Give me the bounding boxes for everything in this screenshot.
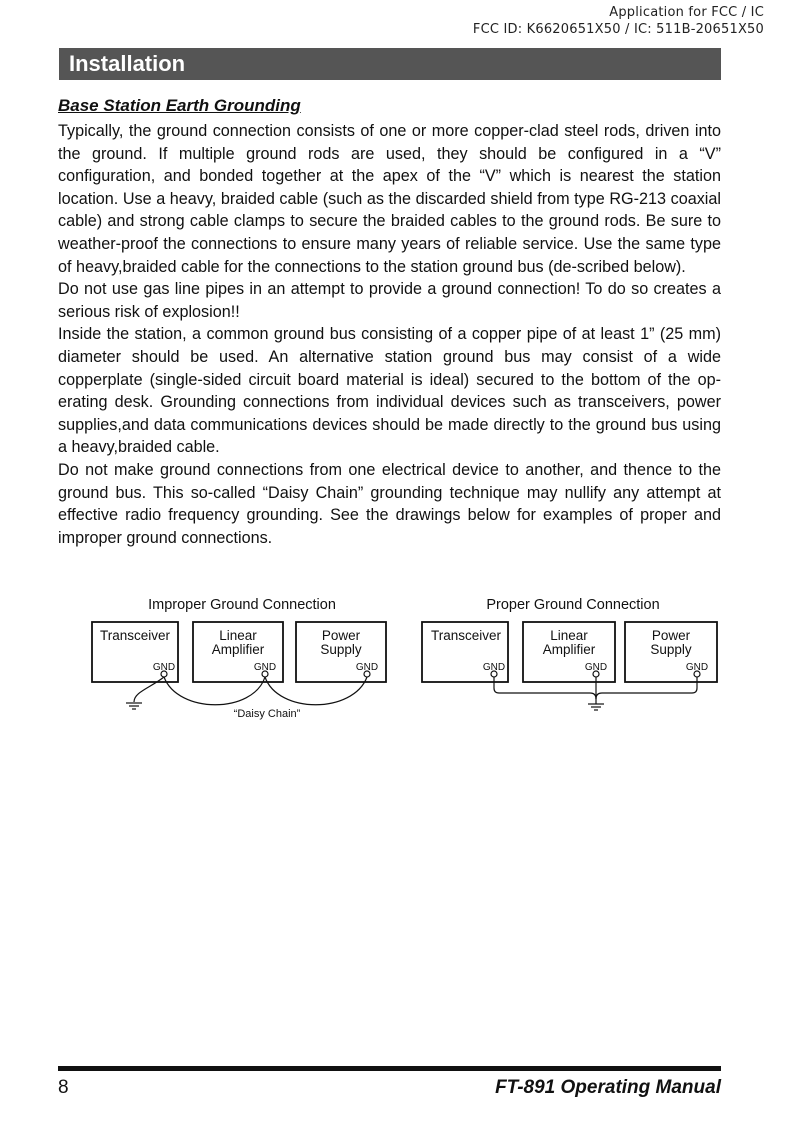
ground-bus-wire	[494, 677, 596, 699]
paragraph: Do not use gas line pipes in an attempt to provide a ground connection! To do so creates a serious risk of explosion!!	[58, 280, 721, 321]
improper-title: Improper Ground Connection	[148, 597, 336, 613]
power-label-line2: Supply	[320, 642, 362, 657]
transceiver-label: Transceiver	[430, 628, 502, 643]
ground-bus-wire	[596, 677, 697, 699]
gnd-label: GND	[152, 662, 176, 673]
power-label-line1: Power	[651, 628, 691, 643]
fcc-header	[473, 4, 764, 38]
gnd-label: GND	[253, 662, 277, 673]
paragraph: Do not make ground connections from one electrical device to another, and thence to the ground bus. This so-called “Daisy Chain” grounding technique may nullify any attempt at effective radio frequency grounding. See the drawings below for examples of proper and improper ground connections.	[58, 460, 721, 547]
proper-title: Proper Ground Connection	[486, 597, 660, 613]
transceiver-label: Transceiver	[99, 628, 171, 643]
power-label-line2: Supply	[650, 642, 692, 657]
amplifier-label-line2: Amplifier	[211, 642, 265, 657]
manual-title: FT-891 Operating Manual	[495, 1077, 721, 1098]
application-line: Application for FCC / IC	[609, 5, 764, 20]
gnd-label: GND	[482, 662, 506, 673]
body-text	[58, 120, 721, 549]
fcc-id-line: FCC ID: K6620651X50 / IC: 511B-20651X50	[472, 22, 764, 37]
footer-rule	[58, 1066, 721, 1071]
section-title: Installation	[69, 51, 186, 76]
grounding-diagrams	[88, 592, 728, 732]
gnd-label: GND	[685, 662, 709, 673]
amplifier-label-line1: Linear	[550, 628, 588, 643]
gnd-label: GND	[584, 662, 608, 673]
amplifier-label-line2: Amplifier	[542, 642, 596, 657]
ground-symbol-icon	[126, 703, 142, 709]
amplifier-label-line1: Linear	[219, 628, 257, 643]
proper-diagram	[422, 597, 717, 710]
improper-diagram	[92, 597, 386, 720]
ground-wire	[134, 677, 164, 702]
gnd-label: GND	[355, 662, 379, 673]
ground-symbol-icon	[588, 704, 604, 710]
section-banner	[59, 48, 721, 80]
paragraph: Inside the station, a common ground bus consisting of a copper pipe of at least 1” (25 mm) diameter should be used. An alternative station ground bus may consist of a wide copperplate (single-sided circuit board material is ideal) secured to the bottom of the op-erating desk. Grounding connections from individual devices such as transceivers, power supplies,and data communications devices should be made directly to the ground bus using a heavy,braided cable.	[58, 325, 721, 457]
power-label-line1: Power	[321, 628, 361, 643]
page-number: 8	[58, 1077, 69, 1098]
daisy-chain-label: “Daisy Chain”	[233, 708, 301, 720]
paragraph: Typically, the ground connection consists of one or more copper-clad steel rods, driven into the ground. If multiple ground rods are used, they should be configured in a “V” configuration, and bonded together at the apex of the “V” which is nearest the station location. Use a heavy, braided cable (such as the discarded shield from type RG-213 coaxial cable) and strong cable clamps to secure the braided cables to the ground rods. Be sure to weather-proof the connections to ensure many years of reliable service. Use the same type of heavy,braided cable for the connections to the station ground bus (de-scribed below).	[58, 122, 721, 276]
subheading: Base Station Earth Grounding	[58, 96, 301, 115]
